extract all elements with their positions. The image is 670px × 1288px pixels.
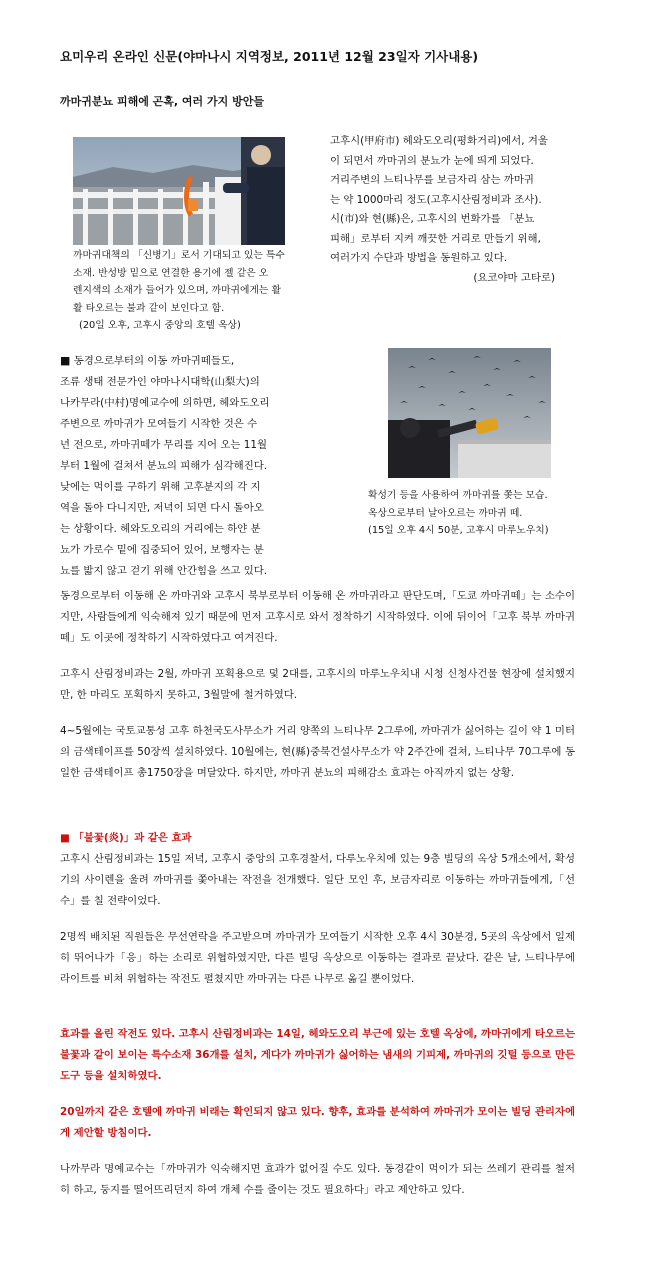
paragraph-effective-measure: 효과를 올린 작전도 있다. 고후시 산림정비과는 14일, 헤와도오리 부근에 있는 호텔 옥상에, 까마귀에게 타오르는 불꽃과 같이 보이는 특수소재 36개를 설치, 게다가 까마귀가 싫어하는 냄새의 기피제, 까마귀의 깃털 등으로 만든 도구 등을 설치하였다. (60, 1028, 575, 1082)
byline: (요코야마 고타로) (473, 271, 555, 284)
photo2-caption: 확성기 등을 사용하여 까마귀를 쫒는 모습. 옥상으로부터 날아오르는 까마귀 떼. (15일 오후 4시 50분, 고후시 마루노우치) (368, 490, 549, 536)
crow-flock-siren-photo (388, 348, 551, 478)
photo1-caption: 까마귀대책의 「신병기」로서 기대되고 있는 특수 소재. 반성방 밑으로 연결한 용기에 젤 같은 오 렌지색의 소재가 들어가 있으며, 까마귀에게는 활 활 타오르는 불과 같이 보인다고 함. (20일 오후, 고후시 중앙의 호텔 옥상) (73, 250, 285, 331)
article-headline: 까마귀분뇨 피해에 곤혹, 여러 가지 방안들 (60, 95, 264, 108)
paragraph-future-plan: 20일까지 같은 호텔에 까마귀 비래는 확인되지 않고 있다. 향후, 효과를 분석하여 까마귀가 모이는 빌딩 관리자에게 제안할 방침이다. (60, 1106, 575, 1139)
section2-heading: ■ 「불꽃(炎)」과 같은 효과 (60, 832, 192, 844)
paragraph-trap: 고후시 산림정비과는 2월, 까마귀 포획용으로 덫 2대를, 고후시의 마루노우치내 시청 신청사건물 현장에 설치했지만, 한 마리도 포획하지 못하고, 3월말에 철거하였다. (60, 668, 575, 701)
section1-body: ■ 동경으로부터의 이동 까마귀떼들도, 조류 생태 전문가인 야마나시대학(山梨大)의 나카무라(中村)명예교수에 의하면, 헤와도오리 주변으로 까마귀가 모여들기 시작한 것은 수 년 전으로, 까마귀떼가 무리를 지어 오는 11월 부터 1월에 걸쳐서 분뇨의 피해가 심각해진다. 낮에는 먹이를 구하기 위해 고후분지의 각 지 역을 돌아 다니지만, 저녁이 되면 다시 돌아오 는 상황이다. 헤와도오리의 거리에는 하얀 분 뇨가 가로수 밑에 집중되어 있어, 보행자는 분 뇨를 밟지 않고 걷기 위해 안간힘을 쓰고 있다. (60, 350, 310, 582)
section1-heading: ■ 동경으로부터의 이동 까마귀떼들도, (60, 354, 235, 367)
square-bullet-icon: ■ (60, 354, 71, 367)
page-title: 요미우리 온라인 신문(야마나시 지역정보, 2011년 12월 23일자 기사내용) (60, 49, 479, 64)
intro-paragraph: 고후시(甲府市) 헤와도오리(평화거리)에서, 겨울 이 되면서 까마귀의 분뇨가 눈에 띄게 되었다. 거리주변의 느티나무를 보금자리 삼는 까마귀 는 약 1000마리 정도(고후시산림정비과 조사). 시(市)와 현(縣)은, 고후시의 번화가를 「분뇨 피해」로부터 지켜 깨끗한 거리로 만들기 위해, 여러가지 수단과 방법을 동원하고 있다. (요코야마 고타로) (330, 132, 580, 288)
rooftop-crow-repellent-photo (73, 137, 285, 245)
paragraph-migration: 동경으로부터 이동해 온 까마귀와 고후시 북부로부터 이동해 온 까마귀라고 판단도며,「도쿄 까마귀떼」는 소수이지만, 사람들에게 익숙해져 있기 때문에 먼저 고후시로 와서 정착하기 시작하였다. 이에 뒤이어「고후 북부 까마귀떼」도 이곳에 정착하기 시작하였다고 여겨진다. (60, 590, 575, 644)
paragraph-professor-comment: 나까무라 명예교수는「까마귀가 익숙해지면 효과가 없어질 수도 있다. 동경같이 먹이가 되는 쓰레기 관리를 철저히 하고, 둥지를 떨어뜨리던지 하여 개체 수를 줄이는 것도 필요하다」라고 제안하고 있다. (60, 1163, 575, 1196)
paragraph-gold-tape: 4~5월에는 국토교통성 고후 하천국도사무소가 거리 양쪽의 느티나무 2그루에, 까마귀가 싫어하는 길이 약 1 미터의 금색테이프를 50장씩 설치하였다. 10월에는, 현(縣)중북건설사무소가 약 2주간에 걸쳐, 느티나무 70그루에 동일한 금색테이프 총1750장을 며달았다. 하지만, 까마귀 분뇨의 피해감소 효과는 아직까지 없는 상황. (60, 725, 575, 779)
paragraph-staff-deployment: 2명씩 배치된 직원들은 무선연락을 주고받으며 까마귀가 모여들기 시작한 오후 4시 30분경, 5곳의 옥상에서 일제히 뛰어나가「응」하는 소리로 위협하였지만, 다른 빌딩 옥상으로 이동하는 결과로 끝났다. 같은 날, 느티나무에 라이트를 비쳐 위협하는 작전도 펼쳤지만 까마귀는 다른 나무로 옮길 뿐이었다. (60, 931, 575, 985)
paragraph-siren-operation: 고후시 산림정비과는 15일 저녁, 고후시 중앙의 고후경찰서, 다루노우치에 있는 9층 빌딩의 옥상 5개소에서, 확성기의 사이렌을 울려 까마귀를 쫓아내는 작전을 전개했다. 일단 모인 후, 보금자리로 이동하는 까마귀들에게,「선수」를 칠 전략이었다. (60, 853, 575, 907)
